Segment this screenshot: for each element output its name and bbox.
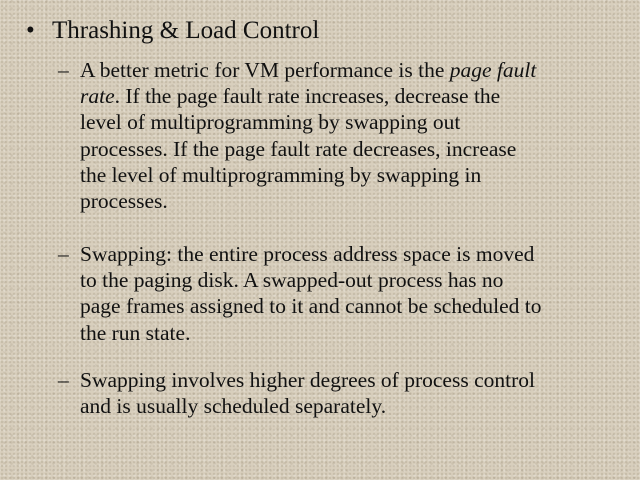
dash-icon: – <box>58 242 69 266</box>
text-line: processes. If the page fault rate decreases, increase <box>80 136 517 161</box>
dash-icon: – <box>58 58 69 82</box>
dash-icon: – <box>58 368 69 392</box>
text-line: level of multiprogramming by swapping out <box>80 110 461 135</box>
text-line: rate. If the page fault rate increases, decrease the <box>80 84 501 109</box>
text-line: Swapping: the entire process address space is moved <box>80 242 535 266</box>
text-line: the run state. <box>80 320 191 345</box>
heading-text: Thrashing & Load Control <box>52 17 320 44</box>
text-line: to the paging disk. A swapped-out process has no <box>80 268 504 293</box>
text-line: processes. <box>80 189 168 214</box>
sub-point-3 <box>58 367 628 419</box>
text-line: Swapping involves higher degrees of process control <box>80 368 535 392</box>
sub-point-2 <box>58 241 628 346</box>
bullet-icon: • <box>26 17 35 44</box>
text-line: page frames assigned to it and cannot be scheduled to <box>80 294 542 319</box>
slide-heading <box>26 14 319 48</box>
text-line: the level of multiprogramming by swapping in <box>80 162 482 187</box>
text-line: A better metric for VM performance is the page fault <box>80 58 537 82</box>
sub-point-1 <box>58 57 628 214</box>
text-line: and is usually scheduled separately. <box>80 394 387 419</box>
